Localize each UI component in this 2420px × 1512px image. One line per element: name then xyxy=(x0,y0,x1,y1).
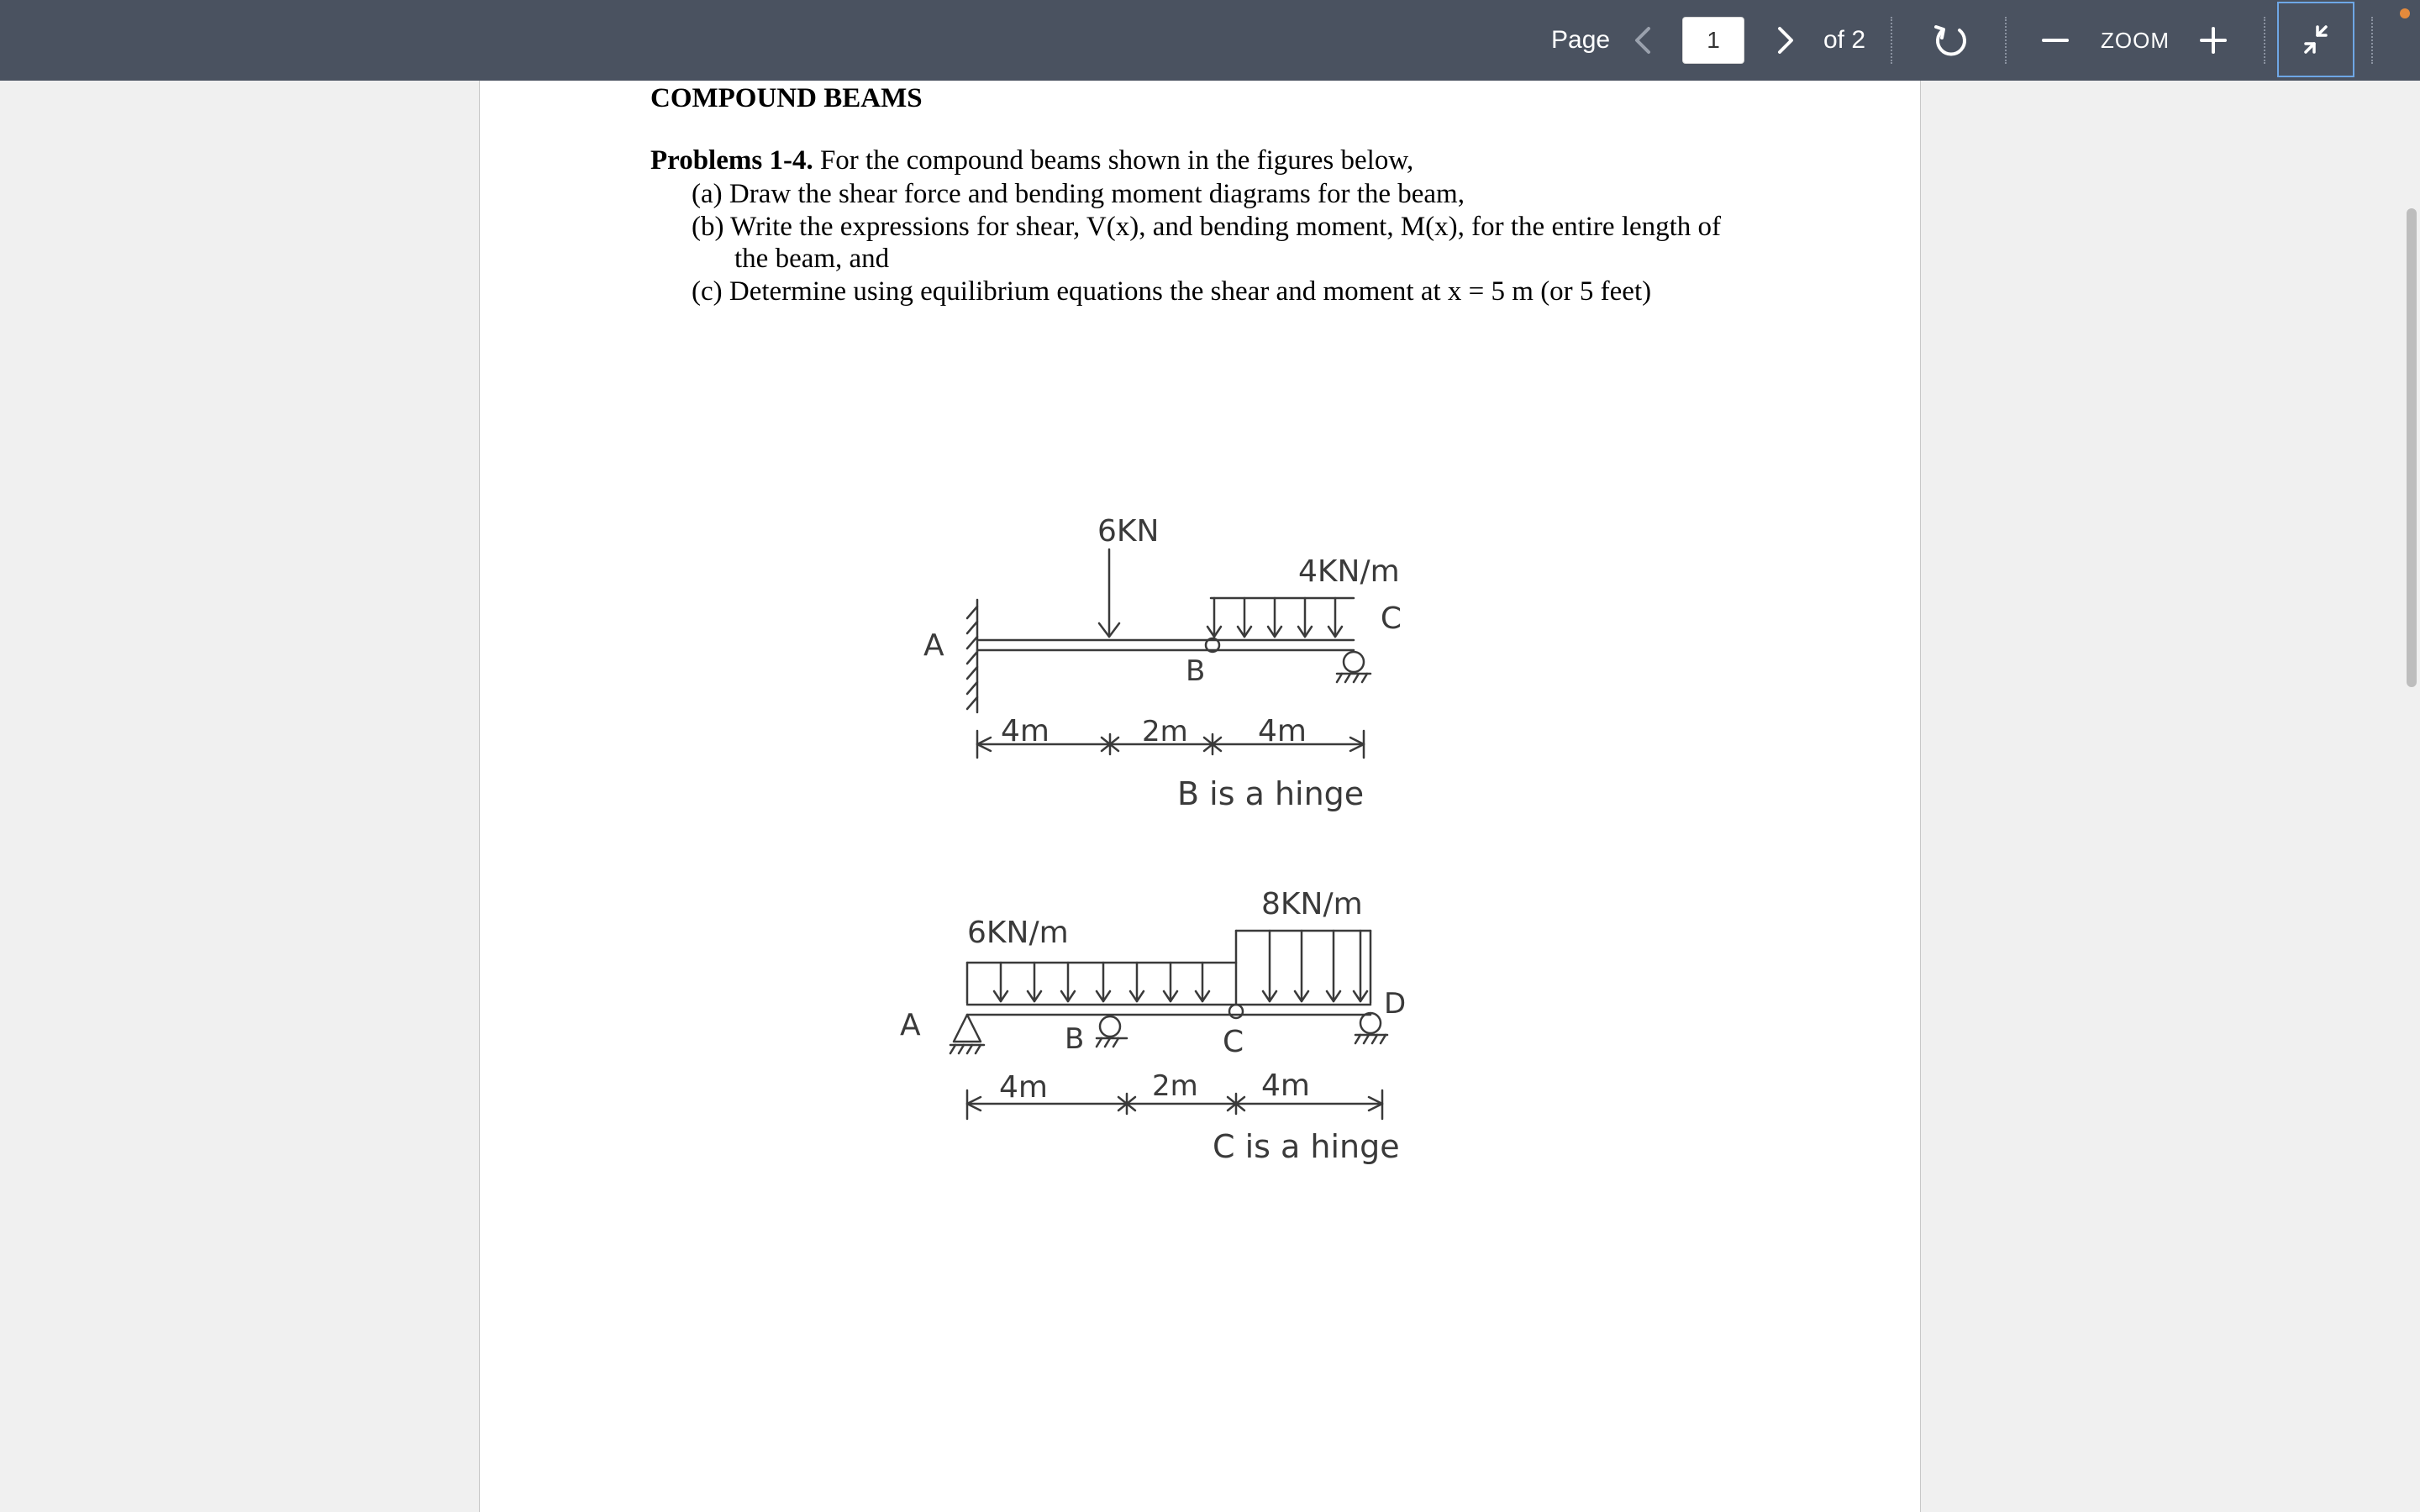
scrollbar-thumb[interactable] xyxy=(2407,208,2417,687)
page-number-input[interactable] xyxy=(1682,17,1744,64)
chevron-left-icon xyxy=(1627,20,1660,60)
fig2-load-1-label: 6KN/m xyxy=(967,916,1069,950)
toolbar-divider xyxy=(2005,17,2007,64)
fig2-label-a: A xyxy=(900,1008,921,1042)
rotate-button[interactable] xyxy=(1929,18,1973,62)
problems-intro xyxy=(650,144,1413,176)
item-b: (b) Write the expressions for shear, V(x), and bending moment, M(x), for the entire length of xyxy=(692,212,1722,242)
plus-icon xyxy=(2195,18,2232,62)
fig1-label-c: C xyxy=(1380,601,1402,636)
fig2-label-b: B xyxy=(1065,1022,1085,1056)
fig2-load-2-label: 8KN/m xyxy=(1261,887,1363,921)
fig1-span-2: 2m xyxy=(1142,715,1188,748)
pdf-viewer-toolbar xyxy=(0,0,2420,81)
fig2-span-2: 2m xyxy=(1152,1069,1198,1103)
fig2-hinge-note: C is a hinge xyxy=(1213,1128,1400,1165)
zoom-label: ZOOM xyxy=(2101,28,2170,53)
figure-2-compound-beam xyxy=(883,837,1488,1189)
toolbar-divider xyxy=(2371,17,2373,64)
problems-label: Problems 1-4. xyxy=(650,145,813,176)
pdf-page xyxy=(479,81,1921,1512)
figure-1-compound-beam xyxy=(900,417,1455,837)
fig2-span-3: 4m xyxy=(1261,1068,1310,1103)
fig1-point-load-label: 6KN xyxy=(1097,514,1160,549)
exit-fullscreen-button[interactable] xyxy=(2277,2,2354,77)
document-heading: COMPOUND BEAMS xyxy=(650,83,923,113)
notification-dot xyxy=(2400,8,2410,18)
zoom-out-button[interactable] xyxy=(2037,18,2074,62)
fig1-label-b: B xyxy=(1186,654,1206,688)
rotate-icon xyxy=(1929,18,1973,62)
exit-fullscreen-icon xyxy=(2279,3,2353,76)
next-page-button[interactable] xyxy=(1768,20,1802,60)
item-b-continued: the beam, and xyxy=(734,244,890,274)
toolbar-divider xyxy=(2264,17,2265,64)
chevron-right-icon xyxy=(1768,20,1802,60)
fig1-span-1: 4m xyxy=(1001,714,1050,748)
minus-icon xyxy=(2037,18,2074,62)
zoom-in-button[interactable] xyxy=(2195,18,2232,62)
previous-page-button[interactable] xyxy=(1627,20,1660,60)
item-a: (a) Draw the shear force and bending moment diagrams for the beam, xyxy=(692,179,1465,209)
toolbar-divider xyxy=(1891,17,1892,64)
fig2-span-1: 4m xyxy=(999,1070,1048,1105)
fig1-hinge-note: B is a hinge xyxy=(1177,775,1365,812)
problems-text: For the compound beams shown in the figures below, xyxy=(813,145,1414,176)
page-total: of 2 xyxy=(1823,26,1866,54)
fig2-label-d: D xyxy=(1384,987,1407,1021)
page-label: Page xyxy=(1551,26,1611,54)
item-c: (c) Determine using equilibrium equations the shear and moment at x = 5 m (or 5 feet) xyxy=(692,276,1652,307)
fig1-distributed-load-label: 4KN/m xyxy=(1298,554,1400,589)
fig1-span-3: 4m xyxy=(1258,714,1307,748)
fig1-label-a: A xyxy=(923,628,944,663)
fig2-label-c: C xyxy=(1223,1025,1244,1059)
